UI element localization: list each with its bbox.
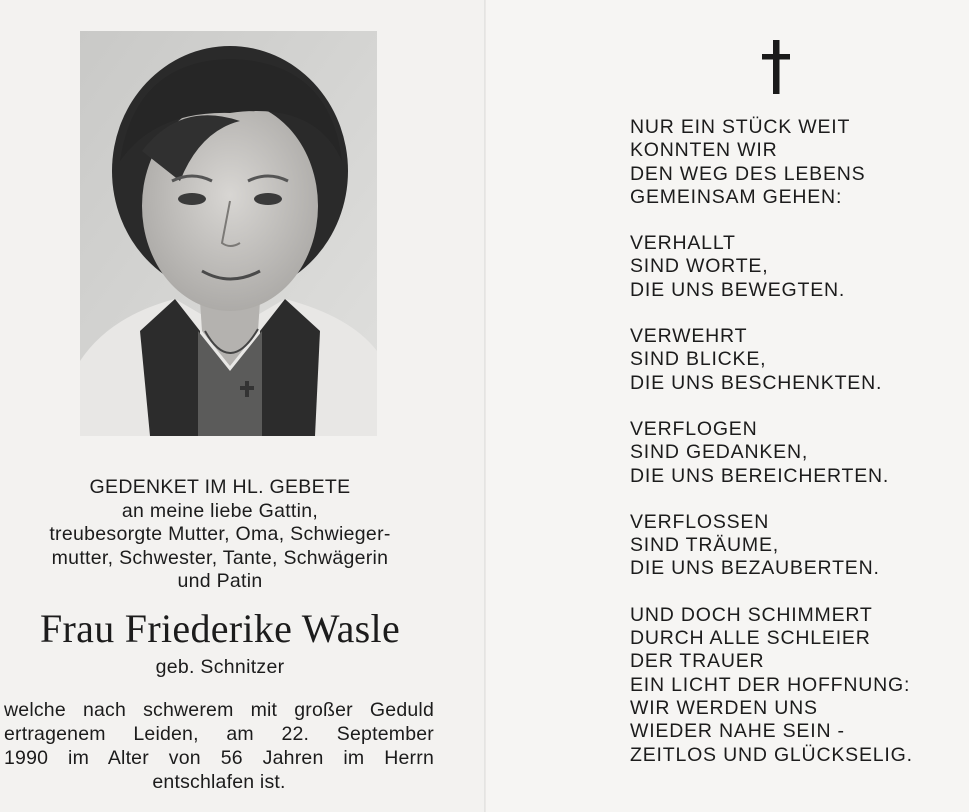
poem-line: VERFLOSSEN — [630, 510, 770, 533]
bio-line: entschlafen ist. — [152, 771, 286, 793]
bio-line: welche nach schwerem mit großer Geduld — [4, 699, 434, 721]
poem-line: NUR EIN STÜCK WEIT — [630, 116, 851, 138]
poem-stanza — [630, 116, 960, 209]
poem-line: UND DOCH SCHIMMERT — [630, 603, 873, 626]
intro-line: an meine liebe Gattin, — [121, 499, 319, 522]
intro-line: GEDENKET IM HL. GEBETE — [89, 476, 351, 498]
memorial-intro — [0, 476, 440, 594]
poem-line: WIR WERDEN UNS — [630, 696, 818, 719]
poem-line: VERFLOGEN — [630, 417, 758, 440]
poem-line: DIE UNS BEREICHERTEN. — [630, 464, 890, 487]
poem-line: EIN LICHT DER HOFFNUNG: — [630, 673, 911, 696]
bio-line: 1990 im Alter von 56 Jahren im Herrn — [4, 747, 434, 769]
portrait-illustration — [80, 31, 377, 436]
bio-line: ertragenem Leiden, am 22. September — [4, 723, 434, 745]
intro-line: mutter, Schwester, Tante, Schwägerin — [51, 546, 389, 569]
maiden-name: geb. Schnitzer — [155, 656, 285, 678]
poem-line: SIND WORTE, — [630, 255, 769, 278]
poem-stanza — [630, 604, 960, 767]
poem-line: GEMEINSAM GEHEN: — [630, 185, 843, 208]
deceased-name: Frau Friederike Wasle — [39, 606, 400, 651]
poem-stanza — [630, 511, 960, 581]
poem-stanza — [630, 325, 960, 395]
poem-line: SIND GEDANKEN, — [630, 441, 809, 464]
portrait-photo — [80, 31, 377, 436]
poem-line: ZEITLOS UND GLÜCKSELIG. — [630, 743, 913, 766]
poem-line: VERHALLT — [630, 232, 736, 255]
poem-line: SIND BLICKE, — [630, 348, 767, 371]
poem-line: VERWEHRT — [630, 325, 748, 348]
intro-line: treubesorgte Mutter, Oma, Schwieger- — [49, 523, 391, 545]
death-notice — [4, 698, 434, 794]
poem-line: KONNTEN WIR — [630, 139, 778, 162]
cross-icon — [761, 40, 791, 94]
intro-line: und Patin — [177, 570, 263, 592]
poem-line: SIND TRÄUME, — [630, 534, 780, 557]
poem-line: DIE UNS BESCHENKTEN. — [630, 371, 883, 394]
memorial-poem — [630, 116, 960, 790]
poem-line: DIE UNS BEZAUBERTEN. — [630, 557, 880, 580]
poem-stanza — [630, 418, 960, 488]
poem-line: DER TRAUER — [630, 650, 765, 673]
right-card-panel — [486, 0, 969, 812]
poem-line: DURCH ALLE SCHLEIER — [630, 627, 871, 650]
poem-line: WIEDER NAHE SEIN - — [630, 720, 845, 743]
poem-stanza — [630, 232, 960, 302]
poem-line: DEN WEG DES LEBENS — [630, 162, 866, 185]
poem-line: DIE UNS BEWEGTEN. — [630, 278, 846, 301]
